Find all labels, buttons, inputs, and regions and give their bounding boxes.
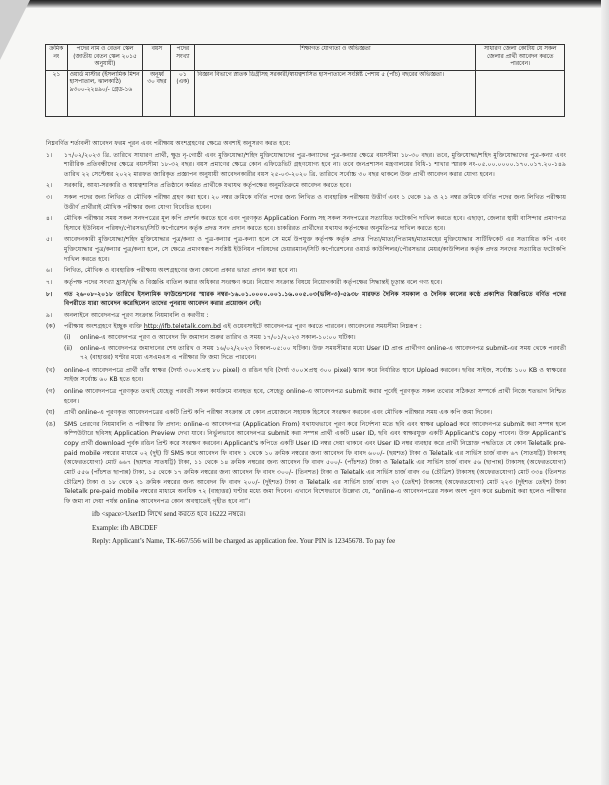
rule-number: (ঙ) [46, 420, 56, 428]
deadline-text: online-এ আবেদনপত্র জমাদানের শেষ তারিখ ও সময় ১৬/০২/২০২৩ বিকাল-০৫:০০ ঘটিকা। উক্ত সময়সীমার মধ্যে User ID প্রাপ্ত প্রার্থীগণ online-এ আবেদনপত্র submit-এর সময় থেকে পরবর্তী ৭২ (বাহাত্তর) ঘণ্টার মধ্যে এসএমএস এ পরীক্ষার ফি জমা দিতে পারবেন। [80, 344, 566, 362]
rule-text: প্রার্থী online-এ পূরণকৃত আবেদনপত্রের একটি প্রিন্ট কপি পরীক্ষা সংক্রান্ত যে কোন প্রয়োজনে সহায়ক হিসেবে সংরক্ষণ করবেন এবং মৌখিক পরীক্ষার সময় এক কপি জমা দিবেন। [64, 409, 493, 417]
cell-districts [476, 70, 565, 116]
rule-text-post: এই ওয়েবসাইটে আবেদনপত্র পূরণ করতে পারবেন। আবেদনের সময়সীমা নিম্নরূপ : [222, 323, 422, 331]
sms-line-1: ifb <space>UserID লিখে send করতে হবে 16222 নম্বরে। [92, 510, 246, 519]
condition-text: সকল পদের জন্য লিখিত ও মৌখিক পরীক্ষা গ্রহণ করা হবে। ২০ নম্বর ক্রমিকে বর্ণিত পদের জন্য লিখিত ও ব্যবহারিক পরীক্ষায় উত্তীর্ণ এবং ১ থেকে ১৯ ও ২১ নম্বর ক্রমিকে বর্ণিত পদের জন্য লিখিত পরীক্ষায় উত্তীর্ণ প্রার্থীরাই মৌখিক পরীক্ষার জন্য যোগ্য বিবেচিত হবেন। [64, 194, 566, 211]
deadline-number: (i) [64, 333, 71, 341]
rule-number: (ক) [46, 323, 56, 331]
online-rule-kha [46, 366, 566, 385]
condition-item [46, 311, 566, 321]
condition-text: সরকারি, আধা-সরকারি ও স্বায়ত্বশাসিত প্রতিষ্ঠানে কর্মরত প্রার্থীকে যথাযথ কর্তৃপক্ষের অনুমতিক্রমে আবেদন করতে হবে। [64, 182, 352, 190]
condition-text: লিখিত, মৌখিক ও ব্যবহারিক পরীক্ষায় অংশগ্রহণের জন্য কোনো প্রকার ভাতা প্রদান করা হবে না। [64, 267, 298, 275]
conditions-section [46, 139, 566, 548]
online-rule-ga [46, 387, 566, 406]
condition-number: ৩। [46, 194, 53, 202]
scan-top-shadow [0, 0, 609, 8]
conditions-intro: নিম্নবর্ণিত শর্তাবলী আবেদন ফরম পূরন এবং পরীক্ষায় অংশগ্রহণের ক্ষেত্রে অবশ্যই অনুসরণ করত হবে: [46, 140, 291, 147]
online-rule-gha [46, 408, 566, 418]
condition-item [46, 266, 566, 276]
condition-text: গত ২৬-০৮-২০১৮ তারিখে ইসলামিক ফাউন্ডেশনের স্মারক নম্বর-১৬.০১.০০০০.০০১.১৬.০০৫.০৩(ভলি-৩)-৫৯৩৮ মারফত দৈনিক সমকাল ও দৈনিক কালের কণ্ঠে প্রকাশিত বিজ্ঞপ্তিতে বর্ণিত পদের বিপরীতে যারা আবেদন করেছিলেন তাদের পুনরায় আবেদন করার প্রয়োজন নেই। [64, 290, 566, 308]
table-row [46, 70, 565, 116]
online-rule-ka [46, 322, 566, 363]
condition-text: আবেদনকারী মুক্তিযোদ্ধা/শহিদ মুক্তিযোদ্ধার পুত্র/কন্যা ও পুত্র-কন্যার পুত্র-কন্যা হলে সে মর্মে উপযুক্ত কর্তৃপক্ষ কর্তৃক প্রদত্ত পিতা/মাতা/পিতামহ/মাতামহের মুক্তিযোদ্ধার সার্টিফিকেট এর সত্যায়িত কপি এবং মুক্তিযোদ্ধার পুত্র/কন্যার পুত্র/কন্যা হলে, সে ক্ষেত্রে প্রমাণস্বরূপ সংশ্লিষ্ট ইউনিয়ন পরিষদের চেয়ারম্যান/সিটি কর্পোরেশনের ওয়ার্ড কাউন্সিলর/পৌরসভার মেয়র/কাউন্সিলর কর্তৃক প্রদত্ত সনদের সত্যায়িত ফটোকপি দাখিল করতে হবে। [64, 236, 566, 263]
rule-text: online-এ আবেদনপত্রে প্রার্থী তাঁর স্বাক্ষর (দৈর্ঘ্য ৩০০×প্রস্থ ৮০ pixel) ও রঙিন ছবি (দৈর্ঘ্য ৩০০×প্রস্থ ৩০০ pixel) স্ক্যান করে নির্ধারিত স্থানে Upload করবেন। ছবির সাইজ, সর্বোচ্চ ১০০ KB ও স্বাক্ষরের সাইজ সর্বোচ্চ ৬০ KB হতে হবে। [64, 366, 566, 384]
condition-number: ১। [46, 151, 53, 159]
deadline-text: online-এ আবেদনপত্র পূরণ ও আবেদন ফি জমাদান শুরুর তারিখ ও সময় ১৭/০১/২০২৩ সকাল-১০:০০ ঘটিকা। [80, 333, 356, 341]
condition-item [46, 151, 566, 180]
scan-right-edge [601, 0, 609, 785]
condition-text: কর্তৃপক্ষ পদের সংখ্যা হ্রাস/বৃদ্ধি ও বিজ্ঞপ্তি বাতিল করার অধিকার সংরক্ষণ করে। নিয়োগ সংক্রান্ত বিষয়ে নিয়োগকারী কর্তৃপক্ষের সিদ্ধান্তই চূড়ান্ত বলে গণ্য হবে। [64, 278, 443, 286]
condition-item [46, 235, 566, 264]
condition-number: ৭। [46, 278, 53, 286]
cell-qualification: বিজ্ঞান বিভাগে স্নাতক ডিগ্রীসহ সরকারী/স্বায়ত্বশাসিত হাসপাতালে সংশ্লিষ্ট পেশায় ৫ (পাঁচ) বছরের অভিজ্ঞতা। [195, 70, 476, 116]
header-districts: সাধারণ জেলা কোটায় যে সকল জেলার প্রার্থী আবেদন করতে পারবেন। [476, 45, 565, 71]
condition-item [46, 193, 566, 212]
header-count: পদের সংখ্যা [171, 45, 195, 71]
condition-text: মৌখিক পরীক্ষার সময় সকল সনদপত্রের মূল কপি প্রদর্শন করতে হবে এবং পূরণকৃত Application Form সহ সকল সনদপত্রের সত্যায়িত ফটোকপি দাখিল করতে হবে। এছাড়া, জেলার স্থায়ী বাসিন্দার প্রমাণপত্র হিসাবে ইউনিয়ন পরিষদ/পৌরসভা/সিটি কর্পোরেশন কর্তৃক প্রদত্ত সনদ প্রদান করতে হবে। চাকরিরত প্রার্থীদের যথাযথ কর্তৃপক্ষের অনুমতিপত্র দাখিল করতে হবে। [64, 215, 566, 232]
condition-item [46, 214, 566, 233]
deadline-number: (ii) [64, 344, 73, 352]
rule-number: (গ) [46, 388, 55, 396]
condition-number: ৪। [46, 215, 53, 223]
header-age: বয়স [143, 45, 171, 71]
rule-number: (খ) [46, 366, 55, 374]
condition-number: ৮। [46, 290, 53, 298]
rule-number: (ঘ) [46, 409, 55, 417]
condition-number: ৬। [46, 267, 53, 275]
teletalk-link[interactable]: http://ifb.teletalk.com.bd [143, 323, 221, 331]
cell-post: ওয়ার্ড মাস্টার (ইসলামিক মিশন হাসপাতাল, ঝালকাঠি) ৯৩০০-২২৪৯০/- গ্রেড-১৬ [67, 70, 143, 116]
rule-text: SMS প্রেরণের নিয়মাবলি ও পরীক্ষার ফি প্রদান: online-এ আবেদনপত্র (Application From) যথাযথভাবে পূরণ করে নির্দেশনা মতে ছবি এবং স্বাক্ষর upload করে আবেদনপত্র submit করা সম্পন্ন হলে কম্পিউটারে ছবিসহ Application Preview দেখা যাবে। নির্ভুলভাবে আবেদনপত্র submit করা সম্পন্ন প্রার্থী একটি user ID, ছবি এবং স্বাক্ষরযুক্ত একটি Applicant's copy পাবেন। উক্ত Applicant's copy প্রার্থী download পূর্বক রঙিন প্রিন্ট করে সংরক্ষণ করবেন। Applicant's কপিতে একটি User ID নম্বর দেয়া থাকবে এবং User ID নম্বর ব্যবহার করে প্রার্থী নিম্নোক্ত পদ্ধতিতে যে কোন Teletalk pre-paid mobile নম্বরের মাধ্যমে ০২ (দুই) টি SMS করে আবেদন ফি বাবদ ১ থেকে ১০ ক্রমিক নম্বরের জন্য আবেদন ফি বাবদ ৬০০/- (ছয়শত) টাকা ও Teletalk এর সার্ভিস চার্জ বাবদ ৬৭ (সাতষট্টি) টাকাসহ (অফেরতযোগ্য) মোট ৬৬৭ (ছয়শত সাতষট্টি) টাকা, ১১ থেকে ১৪ ক্রমিক নম্বরের জন্য আবেদন ফি বাবদ ৫০০/- (পাঁচশত) টাকা ও Teletalk এর সার্ভিস চার্জ বাবদ ৫৬ (ছাপান্ন) টাকাসহ (অফেরতযোগ্য) মোট ৫৫৬ (পাঁচশত ছাপান্ন) টাকা, ১৫ থেকে ১৭ ক্রমিক নম্বরের জন্য আবেদন ফি বাবদ ৩০০/- (তিনশত) টাকা ও Teletalk এর সার্ভিস চার্জ বাবদ ৩৪ (চৌত্রিশ) টাকাসহ (অফেরতযোগ্য) মোট ৩৩৪ (তিনশত চৌত্রিশ) টাকা ও ১৮ থেকে ২১ ক্রমিক নম্বরের জন্য আবেদন ফি বাবদ ২০০/- (দুইশত) টাকা ও Teletalk এর সার্ভিস চার্জ বাবদ ২৩ (তেইশ) টাকাসহ (অফেরতযোগ্য) মোট ২২৩ (দুইশত তেইশ) টাকা Teletalk pre-paid mobile নম্বরের মাধ্যমে অনধিক ৭২ (বাহাত্তর) ঘণ্টার মধ্যে জমা দিবেন। এখানে বিশেষভাবে উল্লেখ্য যে, “online-এ আবেদনপত্রের সকল অংশ পূরণ করে submit করা হলেও পরীক্ষার ফি জমা না দেয়া পর্যন্ত online আবেদনপত্র কোন অবস্থাতেই গৃহীত হবে না”। [64, 420, 566, 505]
deadline-item [64, 344, 566, 363]
rule-text: online আবেদনপত্রে পূরণকৃত তথ্যই যেহেতু পরবর্তী সকল কার্যক্রমে ব্যবহৃত হবে, সেহেতু online-এ আবেদনপত্র submit করার পূর্বেই পূরণকৃত সকল তথ্যের সঠিকতা সম্পর্কে প্রার্থী নিজে শতভাগ নিশ্চিত হবেন। [64, 388, 566, 405]
header-post: পদের নাম ও বেতন স্কেল (জাতীয় বেতন স্কেল ২০১৫ অনুযায়ী) [67, 45, 143, 71]
condition-text: ১৭/০২/২০২৩ খ্রি. তারিখে সাধারণ প্রার্থী, ক্ষুদ্র নৃ-গোষ্ঠী এবং মুক্তিযোদ্ধা/শহিদ মুক্তিযোদ্ধাদের পুত্র-কন্যাদের পুত্র-কন্যার ক্ষেত্রে বয়সসীমা ১৮-৩০ বছর। তবে, মুক্তিযোদ্ধা/শহিদ মুক্তিযোদ্ধাদের পুত্র-কন্যা এবং শারীরিক প্রতিবন্ধীদের ক্ষেত্রে বয়সসীমা ১৮-৩২ বছর। বয়স প্রমাণের ক্ষেত্রে কোন এফিডেভিট গ্রহণযোগ্য হবে না। তবে জনপ্রশাসন মন্ত্রণালয়ের বিধি-১ শাখার স্মারক নং-০৫.০০.০০০০.১৭০.০১৭.২০-১৪৯ তারিখ ২২ সেপ্টেম্বর ২০২২ মারফত জারিকৃত প্রজ্ঞাপন অনুযায়ী আবেদনকারীর বয়স ২৫-০৩-২০২০ খ্রি. তারিখে সর্বোচ্চ ৩০ বছর থাকলে উক্ত প্রার্থী আবেদন করার যোগ্য হবেন। [64, 151, 566, 178]
condition-item [46, 278, 566, 288]
table-header-row [46, 45, 565, 71]
header-qualification: শিক্ষাগত যোগ্যতা ও অভিজ্ঞতা [195, 45, 476, 71]
header-serial: ক্রমিক নং [46, 45, 68, 71]
cell-serial: ২১ [46, 70, 68, 116]
condition-number: ৯। [46, 311, 53, 319]
deadline-item [64, 333, 566, 343]
condition-item [46, 181, 566, 191]
online-rule-uma [46, 420, 566, 506]
cell-count: ০১ (এক) [171, 70, 195, 116]
condition-number: ৫। [46, 236, 53, 244]
page-corner-fold [0, 0, 30, 60]
cell-age: অনূর্ধ্ব ৩০ বছর [143, 70, 171, 116]
rule-text-pre: পরীক্ষায় অংশগ্রহণে ইচ্ছুক ব্যক্তি [64, 323, 142, 331]
condition-item-bold [46, 290, 566, 309]
sms-reply: Reply: Applicant’s Name, TK-667/556 will be charged as application fee. Your PIN is 12345678. To pay fee [92, 536, 396, 545]
condition-number: ২। [46, 182, 53, 190]
condition-text: অনলাইনে আবেদনপত্র পূরণ সংক্রান্ত নিয়মাবলি ও করণীয় : [64, 311, 209, 319]
sms-instructions [46, 508, 566, 548]
job-table [45, 44, 565, 117]
sms-example: Example: ifb ABCDEF [92, 523, 158, 532]
